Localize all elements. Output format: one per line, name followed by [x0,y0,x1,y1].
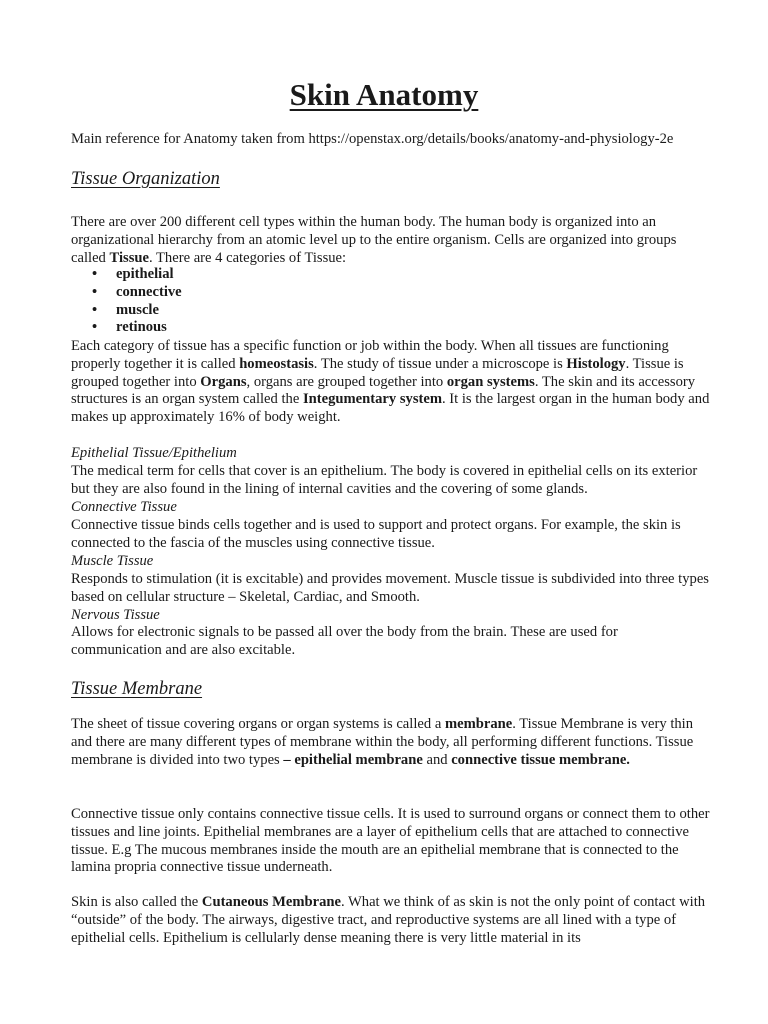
cutaneous-paragraph [71,894,711,947]
paragraph-text: Skin is also called the [71,894,202,910]
subheading-epithelial: Epithelial Tissue/Epithelium [71,445,237,461]
intro-text-end: . There are 4 categories of Tissue: [148,249,347,266]
subheading-muscle: Muscle Tissue [71,553,154,569]
tissue-function-paragraph [71,338,711,427]
document-title: Skin Anatomy [289,77,479,112]
intro-paragraph [71,214,711,267]
subheading-nervous: Nervous Tissue [71,607,160,623]
paragraph-text: . It is the largest organ in the human body and makes up approximately 16% of body weight. [71,391,710,426]
paragraph-text: Each category of tissue has a specific function or job within the body. When all tissues are functioning properly together it is called [71,338,669,372]
epithelial-paragraph: The medical term for cells that cover is an epithelium. The body is covered in epithelial cells on its exterior but they are also found in the lining of internal cavities and the covering of some glands. [71,463,698,497]
connective-paragraph: Connective tissue binds cells together and is used to support and protect organs. For example, the skin is connected to the fascia of the muscles using connective tissue. [71,517,681,551]
paragraph-text: . The study of tissue under a microscope is [313,355,567,372]
term-organs: Organs [200,373,247,390]
list-item: • epithelial [71,266,182,284]
paragraph-text: . Tissue Membrane is very thin and there are many different types of membrane within the body, all performing different functions. Tissue membrane is divided into two types [71,716,694,768]
membrane-paragraph [71,716,711,769]
paragraph-text: . What we think of as skin is not the only point of contact with “outside” of the body. The airways, digestive tract, and reproductive systems are all lined with a type of epithelial cells. Epithelium is cellularly dense meaning there is very little material in its [71,894,706,946]
section-heading-tissue-membrane: Tissue Membrane [71,679,203,699]
term-organ-systems: organ systems [446,373,535,390]
list-item: • connective [71,284,182,302]
section-heading-tissue-organization: Tissue Organization [71,169,220,189]
tissue-categories-list [71,266,182,337]
intro-text: There are over 200 different cell types within the human body. The human body is organized into an organizational hierarchy from an atomic level up to the entire organism. Cells are organized into groups called [71,214,677,266]
intro-term-tissue: Tissue [109,249,149,266]
term-homeostasis: homeostasis [239,355,314,372]
list-item: • retinous [71,319,182,337]
paragraph-text: , organs are grouped together into [246,373,447,390]
nervous-paragraph: Allows for electronic signals to be passed all over the body from the brain. These are used for communication and are also excitable. [71,624,618,658]
connective-membrane-paragraph: Connective tissue only contains connective tissue cells. It is used to surround organs or connect them to other tissues and line joints. Epithelial membranes are a layer of epithelium cells that are attached to connective tissue. E.g The mucous membranes inside the mouth are an epithelial membrane that is connected to the lamina propria connective tissue underneath. [71,806,710,876]
subheading-connective: Connective Tissue [71,499,177,515]
reference-line: Main reference for Anatomy taken from https://openstax.org/details/books/anatomy-and-physiology-2e [71,131,674,147]
muscle-paragraph: Responds to stimulation (it is excitable) and provides movement. Muscle tissue is subdivided into three types based on cellular structure – Skeletal, Cardiac, and Smooth. [71,571,709,605]
term-epithelial-membrane: – epithelial membrane [283,751,423,768]
term-cutaneous-membrane: Cutaneous Membrane [201,894,341,910]
paragraph-text: The sheet of tissue covering organs or organ systems is called a [71,716,445,732]
term-membrane: membrane [444,716,513,732]
paragraph-text: and [422,751,452,768]
term-histology: Histology [566,355,626,372]
term-connective-tissue-membrane: connective tissue membrane. [451,751,630,768]
paragraph-text: . Tissue is grouped together into [71,355,684,390]
term-integumentary-system: Integumentary system [302,391,442,408]
list-item: • muscle [71,302,182,320]
paragraph-text: . The skin and its accessory structures is an organ system called the [71,373,696,408]
